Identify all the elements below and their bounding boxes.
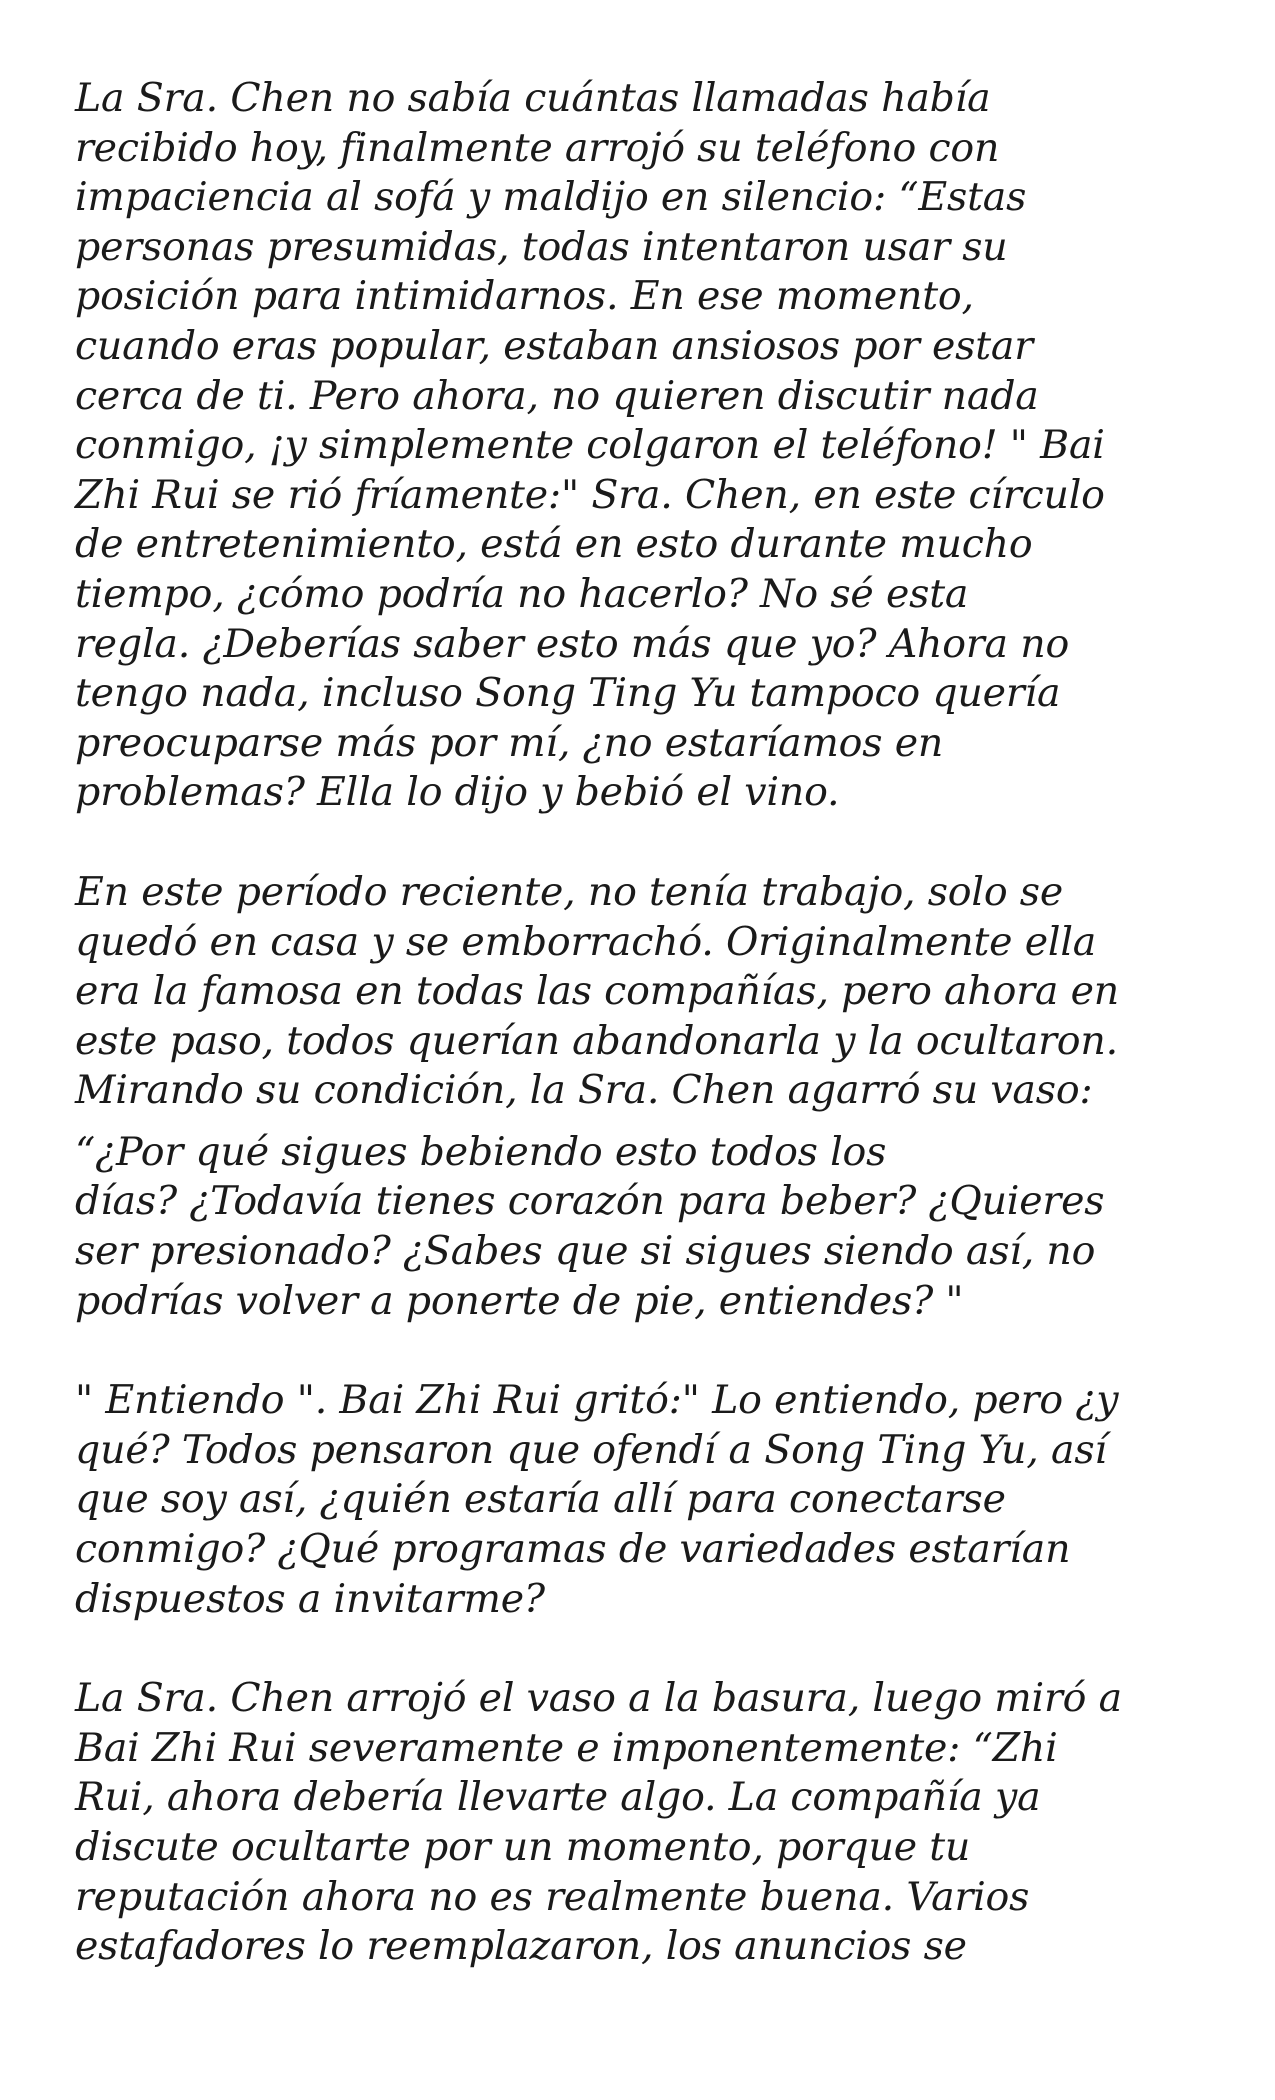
text-line: conmigo? ¿Qué programas de variedades estarían (75, 1526, 1071, 1573)
text-line: podrías volver a ponerte de pie, entiendes? " (75, 1277, 964, 1324)
text-line: qué? Todos pensaron que ofendí a Song Ting Yu, así (75, 1426, 1107, 1473)
text-line: este paso, todos querían abandonarla y la ocultaron. (75, 1017, 1118, 1064)
text-line: personas presumidas, todas intentaron usar su (75, 223, 1008, 270)
text-line: Bai Zhi Rui severamente e imponentemente: “Zhi (75, 1724, 1058, 1771)
text-line: cerca de ti. Pero ahora, no quieren discutir nada (75, 372, 1039, 419)
text-line: “¿Por qué sigues bebiendo esto todos los (75, 1128, 887, 1175)
text-line: dispuestos a invitarme? (75, 1575, 545, 1622)
paragraph-spacer (75, 1326, 1225, 1376)
text-line: tiempo, ¿cómo podría no hacerlo? No sé esta (75, 570, 969, 617)
text-line: problemas? Ella lo dijo y bebió el vino. (75, 769, 840, 816)
paragraph-3 (75, 1128, 1225, 1326)
text-line: discute ocultarte por un momento, porque tu (75, 1824, 971, 1870)
paragraph-1 (75, 74, 1225, 818)
text-line: posición para intimidarnos. En ese momento, (75, 273, 974, 320)
text-line: días? ¿Todavía tienes corazón para beber? ¿Quieres (75, 1178, 1105, 1225)
text-line: conmigo, ¡y simplemente colgaron el teléfono! " Bai (75, 422, 1105, 469)
text-line: estafadores lo reemplazaron, los anuncios se (75, 1923, 967, 1970)
text-line: Rui, ahora debería llevarte algo. La compañía ya (75, 1774, 1041, 1821)
text-line: que soy así, ¿quién estaría allí para conectarse (75, 1476, 1006, 1523)
paragraph-spacer (75, 1624, 1225, 1674)
text-line: reputación ahora no es realmente buena. Varios (75, 1873, 1030, 1920)
document-page (75, 74, 1225, 1972)
text-line: La Sra. Chen no sabía cuántas llamadas había (75, 75, 991, 121)
text-line: de entretenimiento, está en esto durante mucho (75, 521, 1033, 568)
text-line: impaciencia al sofá y maldijo en silencio: “Estas (75, 174, 1027, 221)
text-line: Mirando su condición, la Sra. Chen agarró su vaso: (75, 1067, 1093, 1114)
text-line: cuando eras popular, estaban ansiosos por estar (75, 322, 1033, 369)
text-line: era la famosa en todas las compañías, pero ahora en (75, 968, 1120, 1015)
paragraph-spacer (75, 818, 1225, 868)
paragraph-5 (75, 1674, 1225, 1972)
text-line: Zhi Rui se rió fríamente:" Sra. Chen, en este círculo (75, 471, 1105, 518)
paragraph-4 (75, 1376, 1225, 1624)
paragraph-spacer (75, 1116, 1225, 1128)
text-line: En este período reciente, no tenía trabajo, solo se (75, 868, 1064, 915)
paragraph-2 (75, 868, 1225, 1116)
text-line: ser presionado? ¿Sabes que si sigues siendo así, no (75, 1228, 1096, 1275)
text-line: " Entiendo ". Bai Zhi Rui gritó:" Lo entiendo, pero ¿y (75, 1377, 1119, 1424)
text-line: preocuparse más por mí, ¿no estaríamos en (75, 719, 944, 766)
text-line: quedó en casa y se emborrachó. Originalmente ella (75, 918, 1097, 965)
text-line: recibido hoy, finalmente arrojó su teléfono con (75, 124, 1000, 171)
text-line: regla. ¿Deberías saber esto más que yo? Ahora no (75, 620, 1070, 667)
text-line: La Sra. Chen arrojó el vaso a la basura, luego miró a (75, 1675, 1122, 1722)
text-line: tengo nada, incluso Song Ting Yu tampoco quería (75, 670, 1061, 717)
